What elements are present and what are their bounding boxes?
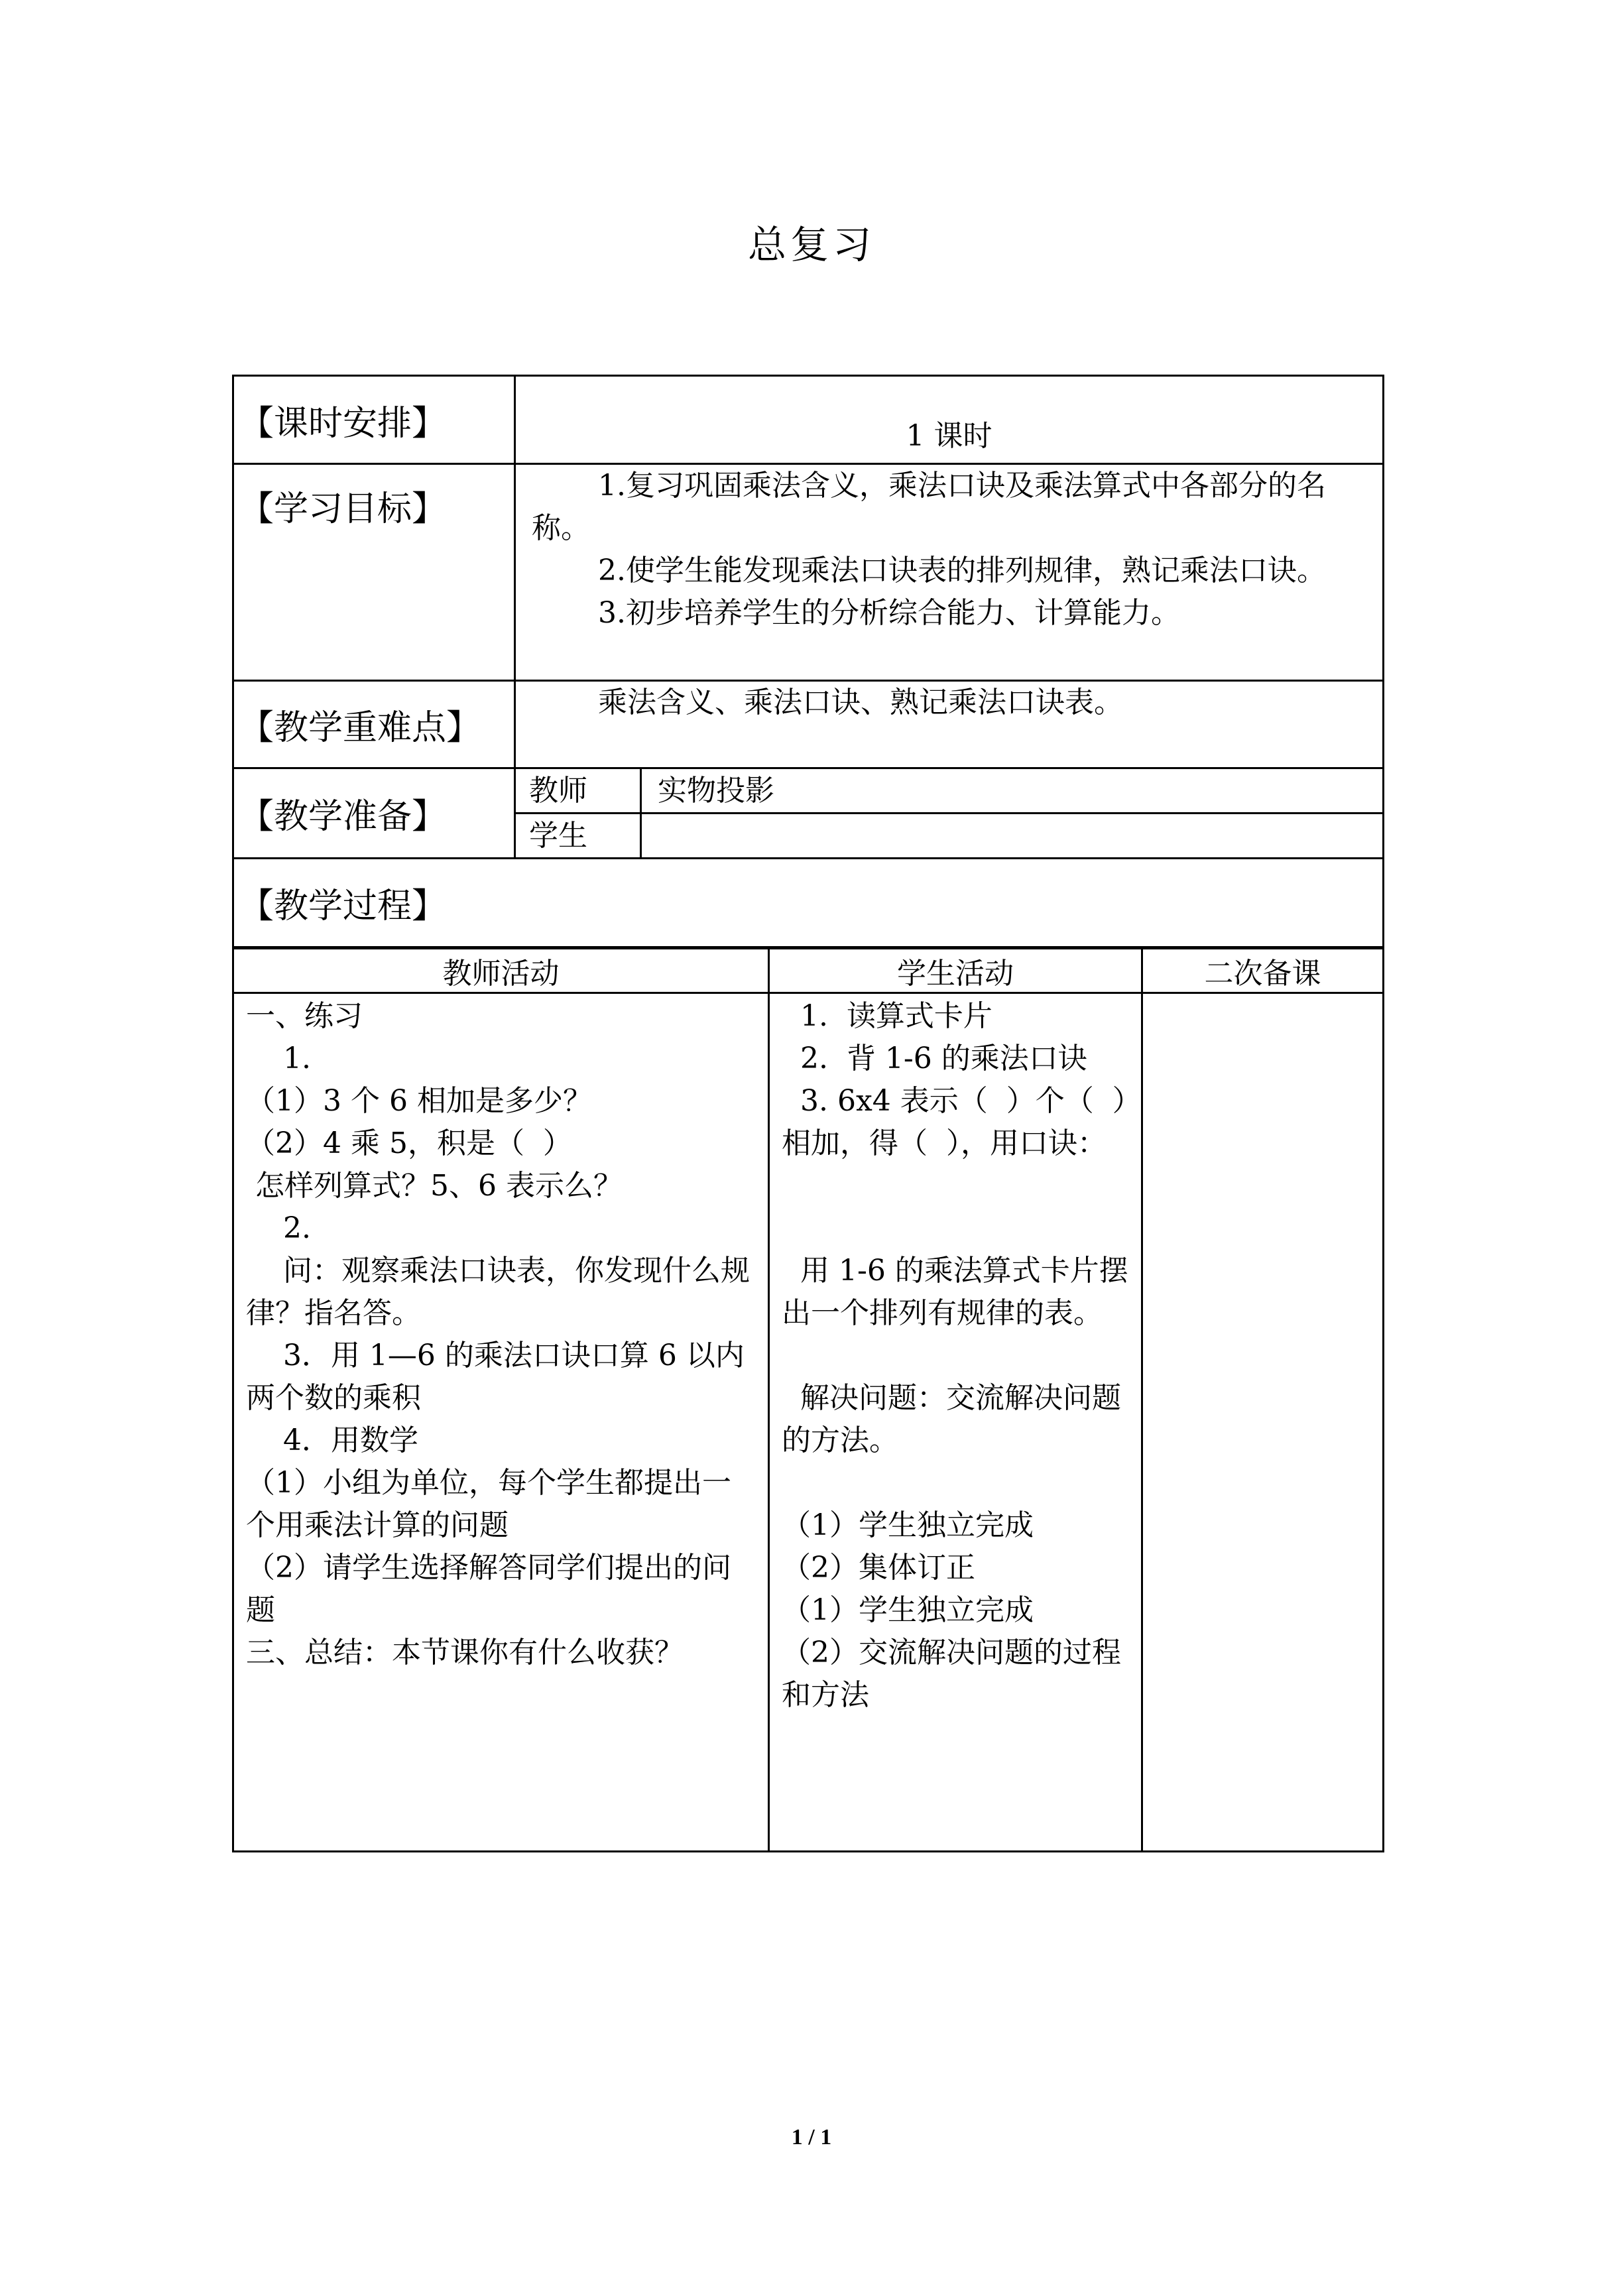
teacher-line: （1）小组为单位，每个学生都提出一个用乘法计算的问题: [246, 1466, 731, 1542]
teacher-line: 3．用 1—6 的乘法口诀口算 6 以内两个数的乘积: [246, 1339, 745, 1415]
key-points-value: 乘法含义、乘法口诀、熟记乘法口诀表。: [598, 686, 1123, 719]
lesson-arrangement-value: 1 课时: [515, 376, 1384, 464]
preparation-label: 【教学准备】: [233, 768, 515, 859]
teacher-line: 4．用数学: [246, 1423, 418, 1457]
teacher-line: 怎样列算式？5、6 表示么？: [246, 1169, 623, 1203]
student-activity-cell: [769, 993, 1142, 1852]
objective-item: 2.使学生能发现乘法口诀表的排列规律，熟记乘法口诀。: [598, 554, 1326, 587]
student-line: 解决问题：交流解决问题的方法。: [782, 1381, 1121, 1457]
student-line: （2）集体订正: [782, 1551, 975, 1585]
objectives-content: [515, 464, 1384, 681]
objective-item: 3.初步培养学生的分析综合能力、计算能力。: [598, 596, 1180, 630]
preparation-teacher-label: 教师: [515, 768, 641, 814]
student-line: （1）学生独立完成: [782, 1593, 1034, 1627]
process-table: [232, 947, 1384, 1852]
column-header-teacher: 教师活动: [233, 949, 769, 993]
preparation-student-label: 学生: [515, 814, 641, 859]
key-points-content: [515, 681, 1384, 768]
objectives-label: 【学习目标】: [233, 464, 515, 681]
teacher-line: （2）4 乘 5，积是（ ）: [246, 1126, 572, 1160]
student-line-spacer: [782, 1165, 1129, 1207]
student-line: 2. 背 1-6 的乘法口诀: [782, 1042, 1087, 1075]
key-points-label: 【教学重难点】: [233, 681, 515, 768]
page-number: 1 / 1: [791, 2125, 832, 2149]
teacher-line: 2.: [246, 1211, 311, 1245]
student-line-spacer: [782, 1335, 1129, 1377]
page-title: 总复习: [747, 222, 875, 267]
column-header-student: 学生活动: [769, 949, 1142, 993]
preparation-teacher-value: 实物投影: [641, 768, 1384, 814]
lesson-plan-table: [232, 375, 1384, 948]
second-prep-cell: [1142, 993, 1384, 1852]
student-line: 1. 读算式卡片: [782, 999, 992, 1033]
lesson-arrangement-label: 【课时安排】: [233, 376, 515, 464]
student-line: 3. 6x4 表示（ ）个（ ）相加，得（ ），用口诀：: [782, 1084, 1127, 1160]
teacher-line: 问：观察乘法口诀表，你发现什么规律？指名答。: [246, 1254, 750, 1330]
teacher-line: 三、总结：本节课你有什么收获？: [246, 1636, 684, 1669]
preparation-student-value: [641, 814, 1384, 859]
column-header-second-prep: 二次备课: [1142, 949, 1384, 993]
process-label: 【教学过程】: [233, 859, 1384, 947]
teacher-line: 1.: [246, 1042, 311, 1075]
student-line: （2）交流解决问题的过程和方法: [782, 1636, 1121, 1712]
student-line-spacer: [782, 1207, 1129, 1250]
teacher-activity-cell: [233, 993, 769, 1852]
objective-item: 1.复习巩固乘法含义，乘法口诀及乘法算式中各部分的名称。: [532, 469, 1326, 545]
teacher-line: （2）请学生选择解答同学们提出的问题: [246, 1551, 731, 1627]
student-line: 用 1-6 的乘法算式卡片摆出一个排列有规律的表。: [782, 1254, 1128, 1330]
student-line: （1）学生独立完成: [782, 1508, 1034, 1542]
student-line-spacer: [782, 1462, 1129, 1504]
teacher-line: 一、练习: [246, 999, 363, 1033]
teacher-line: （1）3 个 6 相加是多少？: [246, 1084, 592, 1118]
